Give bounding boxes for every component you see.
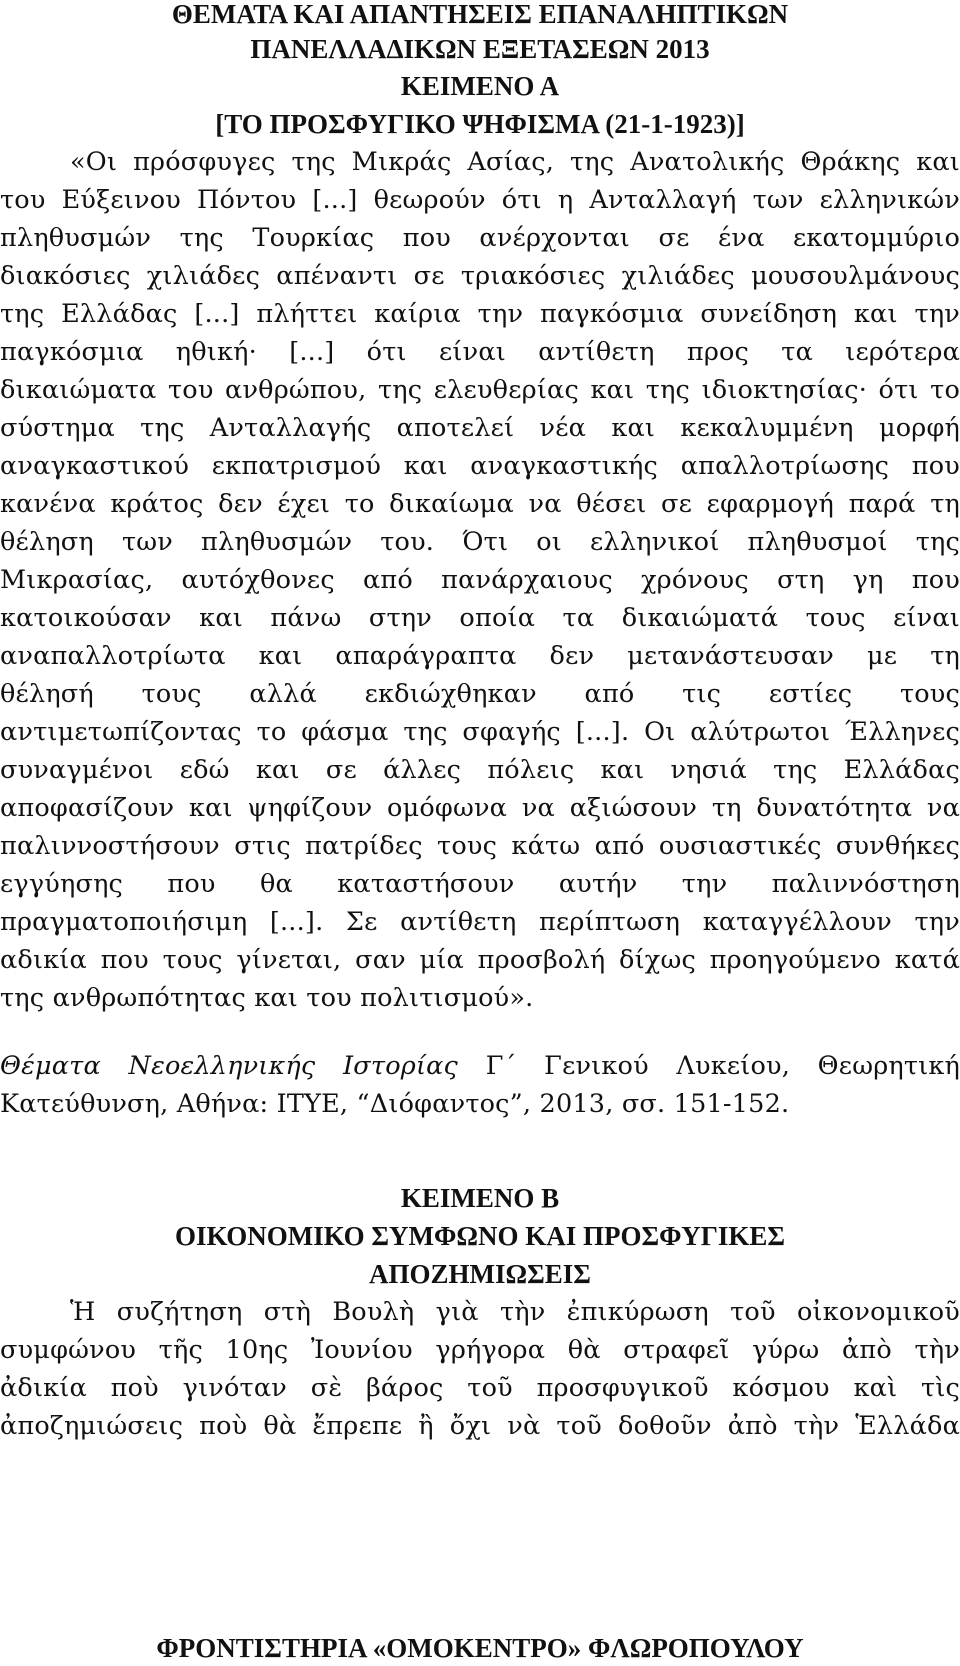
- header-line-4: [ΤΟ ΠΡΟΣΦΥΓΙΚΟ ΨΗΦΙΣΜΑ (21-1-1923)]: [215, 109, 745, 139]
- text-a-line: συναγμένοι εδώ και σε άλλες πόλεις και νησιά της Ελλάδας: [0, 755, 960, 785]
- text-a-line: του Εύξεινου Πόντου [...] θεωρούν ότι η Ανταλλαγή των ελληνικών: [0, 185, 960, 215]
- text-a-line: παλιννοστήσουν στις πατρίδες τους κάτω από ουσιαστικές συνθήκες: [0, 831, 960, 861]
- text-b-heading-1: ΚΕΙΜΕΝΟ Β: [400, 1183, 560, 1213]
- text-a-line: αντιμετωπίζοντας το φάσμα της σφαγής [...]. Οι αλύτρωτοι Έλληνες: [0, 717, 960, 747]
- citation-rest: Γ΄ Γενικού Λυκείου, Θεωρητική: [458, 1051, 960, 1081]
- citation-line-2: Κατεύθυνση, Αθήνα: ΙΤΥΕ, “Διόφαντος”, 2013, σσ. 151-152.: [0, 1089, 790, 1119]
- text-b-line: Ἡ συζήτηση στὴ Βουλὴ γιὰ τὴν ἐπικύρωση τοῦ οἰκονομικοῦ: [70, 1297, 960, 1327]
- citation-title: Θέματα Νεοελληνικής Ιστορίας: [0, 1051, 459, 1081]
- text-b-heading-3: ΑΠΟΖΗΜΙΩΣΕΙΣ: [369, 1259, 591, 1289]
- text-b-line: ἀποζημιώσεις ποὺ θὰ ἔπρεπε ἢ ὄχι νὰ τοῦ δοθοῦν ἀπὸ τὴν Ἑλλάδα: [0, 1411, 960, 1441]
- text-a-line: εγγύησης που θα καταστήσουν αυτήν την παλιννόστηση: [0, 869, 960, 899]
- text-a-line: θέλησή τους αλλά εκδιώχθηκαν από τις εστίες τους: [0, 679, 960, 709]
- text-a-line: δικαιώματα του ανθρώπου, της ελευθερίας και της ιδιοκτησίας· ότι το: [0, 375, 960, 405]
- text-a-line: αναπαλλοτρίωτα και απαράγραπτα δεν μετανάστευσαν με τη: [0, 641, 960, 671]
- header-line-2: ΠΑΝΕΛΛΑΔΙΚΩΝ ΕΞΕΤΑΣΕΩΝ 2013: [250, 34, 710, 64]
- text-a-line: Μικρασίας, αυτόχθονες από πανάρχαιους χρόνους στη γη που: [0, 565, 960, 595]
- text-a-line: της ανθρωπότητας και του πολιτισμού».: [0, 983, 534, 1013]
- footer-text: ΦΡΟΝΤΙΣΤΗΡΙΑ «ΟΜΟΚΕΝΤΡΟ» ΦΛΩΡΟΠΟΥΛΟΥ: [156, 1633, 804, 1663]
- text-a-line: «Οι πρόσφυγες της Μικράς Ασίας, της Ανατολικής Θράκης και: [70, 147, 960, 177]
- text-a-line: κατοικούσαν και πάνω στην οποία τα δικαιώματά τους είναι: [0, 603, 960, 633]
- text-a-line: σύστημα της Ανταλλαγής αποτελεί νέα και κεκαλυμμένη μορφή: [0, 413, 960, 443]
- text-b-line: συμφώνου τῆς 10ης Ἰουνίου γρήγορα θὰ στραφεῖ γύρω ἀπὸ τὴν: [0, 1335, 960, 1365]
- text-a-line: θέληση των πληθυσμών του. Ότι οι ελληνικοί πληθυσμοί της: [0, 527, 960, 557]
- text-a-line: της Ελλάδας [...] πλήττει καίρια την παγκόσμια συνείδηση και την: [0, 299, 960, 329]
- header-line-3: ΚΕΙΜΕΝΟ Α: [400, 71, 560, 101]
- text-a-line: αποφασίζουν και ψηφίζουν ομόφωνα να αξιώσουν τη δυνατότητα να: [0, 793, 960, 823]
- header-line-1: ΘΕΜΑΤΑ ΚΑΙ ΑΠΑΝΤΗΣΕΙΣ ΕΠΑΝΑΛΗΠΤΙΚΩΝ: [171, 0, 789, 29]
- text-a-line: αναγκαστικού εκπατρισμού και αναγκαστικής απαλλοτρίωσης που: [0, 451, 960, 481]
- text-b-heading-2: ΟΙΚΟΝΟΜΙΚΟ ΣΥΜΦΩΝΟ ΚΑΙ ΠΡΟΣΦΥΓΙΚΕΣ: [174, 1221, 786, 1251]
- citation-line-1: [0, 1047, 960, 1085]
- text-b-line: ἀδικία ποὺ γινόταν σὲ βάρος τοῦ προσφυγικοῦ κόσμου καὶ τὶς: [0, 1373, 960, 1403]
- text-a-line: παγκόσμια ηθική· [...] ότι είναι αντίθετη προς τα ιερότερα: [0, 337, 960, 367]
- text-a-line: αδικία που τους γίνεται, σαν μία προσβολή δίχως προηγούμενο κατά: [0, 945, 960, 975]
- text-a-line: κανένα κράτος δεν έχει το δικαίωμα να θέσει σε εφαρμογή παρά τη: [0, 489, 960, 519]
- text-a-line: διακόσιες χιλιάδες απέναντι σε τριακόσιες χιλιάδες μουσουλμάνους: [0, 261, 960, 291]
- text-a-line: πραγματοποιήσιμη [...]. Σε αντίθετη περίπτωση καταγγέλλουν την: [0, 907, 960, 937]
- text-a-line: πληθυσμών της Τουρκίας που ανέρχονται σε ένα εκατομμύριο: [0, 223, 960, 253]
